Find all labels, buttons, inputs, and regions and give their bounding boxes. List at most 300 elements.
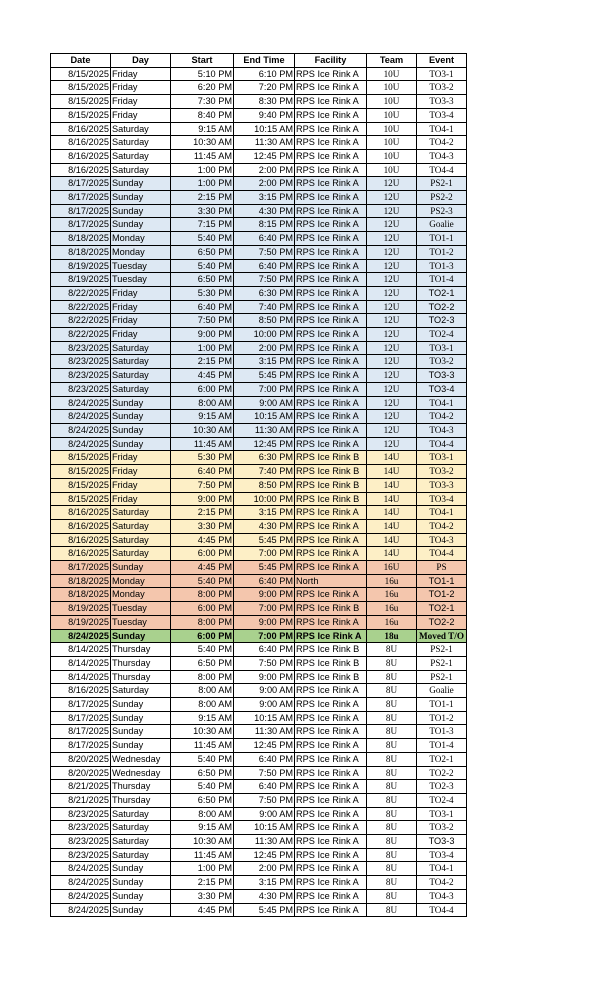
header-date: Date bbox=[51, 54, 111, 68]
cell-facility: RPS Ice Rink A bbox=[295, 876, 367, 890]
cell-end-time: 3:15 PM bbox=[234, 355, 295, 369]
cell-day: Sunday bbox=[111, 711, 171, 725]
cell-end-time: 7:50 PM bbox=[234, 793, 295, 807]
table-row bbox=[51, 300, 467, 314]
cell-day: Tuesday bbox=[111, 602, 171, 616]
table-row bbox=[51, 519, 467, 533]
cell-end-time: 6:30 PM bbox=[234, 286, 295, 300]
cell-end-time: 6:40 PM bbox=[234, 752, 295, 766]
cell-date: 8/19/2025 bbox=[51, 259, 111, 273]
cell-team: 14U bbox=[367, 478, 417, 492]
cell-start: 8:40 PM bbox=[171, 108, 234, 122]
cell-end-time: 6:10 PM bbox=[234, 67, 295, 81]
cell-date: 8/21/2025 bbox=[51, 780, 111, 794]
cell-event: TO4-2 bbox=[417, 519, 467, 533]
cell-day: Monday bbox=[111, 588, 171, 602]
cell-start: 9:15 AM bbox=[171, 410, 234, 424]
table-row bbox=[51, 766, 467, 780]
cell-date: 8/17/2025 bbox=[51, 191, 111, 205]
cell-team: 10U bbox=[367, 163, 417, 177]
cell-end-time: 3:15 PM bbox=[234, 191, 295, 205]
cell-end-time: 6:40 PM bbox=[234, 780, 295, 794]
table-row bbox=[51, 780, 467, 794]
cell-start: 5:40 PM bbox=[171, 232, 234, 246]
cell-date: 8/19/2025 bbox=[51, 615, 111, 629]
cell-day: Sunday bbox=[111, 629, 171, 643]
table-row bbox=[51, 876, 467, 890]
table-row bbox=[51, 369, 467, 383]
table-row bbox=[51, 163, 467, 177]
cell-date: 8/24/2025 bbox=[51, 396, 111, 410]
cell-team: 16u bbox=[367, 574, 417, 588]
cell-start: 4:45 PM bbox=[171, 369, 234, 383]
cell-event: TO3-4 bbox=[417, 382, 467, 396]
table-row bbox=[51, 848, 467, 862]
cell-date: 8/17/2025 bbox=[51, 218, 111, 232]
cell-event: TO3-3 bbox=[417, 478, 467, 492]
cell-team: 12U bbox=[367, 328, 417, 342]
table-row bbox=[51, 533, 467, 547]
cell-facility: RPS Ice Rink A bbox=[295, 149, 367, 163]
cell-date: 8/18/2025 bbox=[51, 574, 111, 588]
cell-start: 9:15 AM bbox=[171, 711, 234, 725]
cell-date: 8/15/2025 bbox=[51, 478, 111, 492]
cell-day: Sunday bbox=[111, 410, 171, 424]
cell-end-time: 2:00 PM bbox=[234, 862, 295, 876]
cell-event: TO3-1 bbox=[417, 341, 467, 355]
table-row bbox=[51, 273, 467, 287]
cell-start: 8:00 PM bbox=[171, 588, 234, 602]
cell-facility: RPS Ice Rink A bbox=[295, 204, 367, 218]
cell-event: TO3-1 bbox=[417, 451, 467, 465]
cell-team: 12U bbox=[367, 396, 417, 410]
cell-facility: RPS Ice Rink A bbox=[295, 533, 367, 547]
cell-date: 8/16/2025 bbox=[51, 163, 111, 177]
table-row bbox=[51, 698, 467, 712]
cell-facility: RPS Ice Rink A bbox=[295, 807, 367, 821]
table-row bbox=[51, 656, 467, 670]
cell-facility: RPS Ice Rink A bbox=[295, 684, 367, 698]
table-row bbox=[51, 396, 467, 410]
cell-facility: RPS Ice Rink A bbox=[295, 328, 367, 342]
cell-team: 14U bbox=[367, 506, 417, 520]
cell-end-time: 3:15 PM bbox=[234, 876, 295, 890]
cell-end-time: 4:30 PM bbox=[234, 889, 295, 903]
cell-event: TO2-2 bbox=[417, 615, 467, 629]
cell-start: 7:50 PM bbox=[171, 478, 234, 492]
header-row bbox=[51, 54, 467, 68]
cell-date: 8/23/2025 bbox=[51, 821, 111, 835]
cell-event: TO1-1 bbox=[417, 574, 467, 588]
cell-team: 10U bbox=[367, 122, 417, 136]
cell-event: PS2-2 bbox=[417, 191, 467, 205]
cell-team: 8U bbox=[367, 848, 417, 862]
cell-event: TO2-4 bbox=[417, 793, 467, 807]
cell-event: TO2-1 bbox=[417, 752, 467, 766]
cell-start: 9:00 PM bbox=[171, 328, 234, 342]
cell-end-time: 9:00 PM bbox=[234, 670, 295, 684]
cell-end-time: 4:30 PM bbox=[234, 204, 295, 218]
table-row bbox=[51, 95, 467, 109]
cell-date: 8/18/2025 bbox=[51, 588, 111, 602]
cell-start: 4:45 PM bbox=[171, 903, 234, 917]
cell-day: Friday bbox=[111, 81, 171, 95]
cell-day: Saturday bbox=[111, 684, 171, 698]
cell-facility: RPS Ice Rink A bbox=[295, 889, 367, 903]
cell-event: TO1-2 bbox=[417, 711, 467, 725]
cell-team: 12U bbox=[367, 369, 417, 383]
table-row bbox=[51, 232, 467, 246]
cell-event: PS2-1 bbox=[417, 656, 467, 670]
cell-facility: RPS Ice Rink B bbox=[295, 602, 367, 616]
cell-event: TO4-4 bbox=[417, 903, 467, 917]
cell-end-time: 10:00 PM bbox=[234, 492, 295, 506]
cell-facility: RPS Ice Rink A bbox=[295, 341, 367, 355]
cell-day: Wednesday bbox=[111, 752, 171, 766]
cell-facility: RPS Ice Rink A bbox=[295, 547, 367, 561]
cell-event: TO4-4 bbox=[417, 163, 467, 177]
cell-end-time: 11:30 AM bbox=[234, 725, 295, 739]
cell-facility: RPS Ice Rink A bbox=[295, 369, 367, 383]
cell-event: TO4-3 bbox=[417, 533, 467, 547]
cell-facility: RPS Ice Rink A bbox=[295, 835, 367, 849]
cell-day: Saturday bbox=[111, 163, 171, 177]
cell-end-time: 8:15 PM bbox=[234, 218, 295, 232]
cell-end-time: 6:30 PM bbox=[234, 451, 295, 465]
cell-date: 8/22/2025 bbox=[51, 286, 111, 300]
cell-team: 12U bbox=[367, 273, 417, 287]
cell-date: 8/23/2025 bbox=[51, 382, 111, 396]
cell-end-time: 7:50 PM bbox=[234, 245, 295, 259]
table-row bbox=[51, 177, 467, 191]
cell-day: Saturday bbox=[111, 547, 171, 561]
cell-date: 8/15/2025 bbox=[51, 95, 111, 109]
cell-day: Sunday bbox=[111, 725, 171, 739]
cell-start: 7:50 PM bbox=[171, 314, 234, 328]
cell-end-time: 7:00 PM bbox=[234, 602, 295, 616]
table-row bbox=[51, 739, 467, 753]
cell-event: TO2-4 bbox=[417, 328, 467, 342]
cell-team: 10U bbox=[367, 136, 417, 150]
cell-day: Friday bbox=[111, 108, 171, 122]
table-row bbox=[51, 835, 467, 849]
table-row bbox=[51, 752, 467, 766]
cell-end-time: 8:50 PM bbox=[234, 478, 295, 492]
cell-day: Sunday bbox=[111, 903, 171, 917]
cell-facility: RPS Ice Rink A bbox=[295, 903, 367, 917]
cell-day: Sunday bbox=[111, 423, 171, 437]
cell-event: PS2-1 bbox=[417, 643, 467, 657]
cell-start: 11:45 AM bbox=[171, 149, 234, 163]
cell-start: 5:40 PM bbox=[171, 780, 234, 794]
cell-event: TO4-3 bbox=[417, 149, 467, 163]
cell-start: 5:40 PM bbox=[171, 643, 234, 657]
table-row bbox=[51, 67, 467, 81]
cell-date: 8/16/2025 bbox=[51, 506, 111, 520]
cell-facility: RPS Ice Rink A bbox=[295, 739, 367, 753]
cell-team: 14U bbox=[367, 519, 417, 533]
cell-start: 2:15 PM bbox=[171, 876, 234, 890]
cell-date: 8/15/2025 bbox=[51, 451, 111, 465]
cell-date: 8/24/2025 bbox=[51, 862, 111, 876]
cell-facility: RPS Ice Rink A bbox=[295, 698, 367, 712]
cell-event: TO4-2 bbox=[417, 136, 467, 150]
header-event: Event bbox=[417, 54, 467, 68]
cell-facility: RPS Ice Rink A bbox=[295, 793, 367, 807]
table-row bbox=[51, 670, 467, 684]
cell-facility: North bbox=[295, 574, 367, 588]
cell-event: TO4-1 bbox=[417, 506, 467, 520]
cell-facility: RPS Ice Rink A bbox=[295, 821, 367, 835]
cell-facility: RPS Ice Rink A bbox=[295, 396, 367, 410]
cell-team: 12U bbox=[367, 314, 417, 328]
cell-date: 8/23/2025 bbox=[51, 807, 111, 821]
cell-event: TO1-2 bbox=[417, 245, 467, 259]
cell-event: PS2-1 bbox=[417, 670, 467, 684]
cell-day: Friday bbox=[111, 465, 171, 479]
cell-facility: RPS Ice Rink A bbox=[295, 245, 367, 259]
cell-event: PS2-3 bbox=[417, 204, 467, 218]
cell-day: Monday bbox=[111, 574, 171, 588]
cell-end-time: 10:15 AM bbox=[234, 122, 295, 136]
cell-event: PS2-1 bbox=[417, 177, 467, 191]
cell-date: 8/16/2025 bbox=[51, 519, 111, 533]
cell-date: 8/17/2025 bbox=[51, 561, 111, 575]
cell-day: Tuesday bbox=[111, 259, 171, 273]
cell-date: 8/15/2025 bbox=[51, 492, 111, 506]
cell-day: Sunday bbox=[111, 437, 171, 451]
cell-day: Saturday bbox=[111, 149, 171, 163]
cell-end-time: 8:30 PM bbox=[234, 95, 295, 109]
cell-end-time: 12:45 PM bbox=[234, 149, 295, 163]
cell-start: 7:15 PM bbox=[171, 218, 234, 232]
cell-facility: RPS Ice Rink B bbox=[295, 492, 367, 506]
cell-facility: RPS Ice Rink A bbox=[295, 437, 367, 451]
cell-start: 9:15 AM bbox=[171, 122, 234, 136]
cell-event: TO1-1 bbox=[417, 698, 467, 712]
cell-start: 10:30 AM bbox=[171, 136, 234, 150]
cell-day: Saturday bbox=[111, 382, 171, 396]
cell-day: Thursday bbox=[111, 780, 171, 794]
cell-facility: RPS Ice Rink B bbox=[295, 478, 367, 492]
cell-day: Friday bbox=[111, 286, 171, 300]
cell-day: Sunday bbox=[111, 698, 171, 712]
cell-start: 11:45 AM bbox=[171, 739, 234, 753]
cell-date: 8/17/2025 bbox=[51, 177, 111, 191]
cell-team: 10U bbox=[367, 67, 417, 81]
cell-event: Goalie bbox=[417, 684, 467, 698]
cell-end-time: 7:20 PM bbox=[234, 81, 295, 95]
cell-day: Saturday bbox=[111, 369, 171, 383]
cell-facility: RPS Ice Rink B bbox=[295, 465, 367, 479]
header-day: Day bbox=[111, 54, 171, 68]
cell-start: 9:00 PM bbox=[171, 492, 234, 506]
cell-start: 4:45 PM bbox=[171, 533, 234, 547]
cell-facility: RPS Ice Rink A bbox=[295, 629, 367, 643]
cell-facility: RPS Ice Rink A bbox=[295, 711, 367, 725]
cell-team: 16u bbox=[367, 615, 417, 629]
cell-event: TO3-3 bbox=[417, 835, 467, 849]
cell-facility: RPS Ice Rink A bbox=[295, 766, 367, 780]
cell-day: Tuesday bbox=[111, 615, 171, 629]
cell-date: 8/23/2025 bbox=[51, 355, 111, 369]
cell-end-time: 9:00 AM bbox=[234, 396, 295, 410]
cell-day: Sunday bbox=[111, 204, 171, 218]
cell-start: 10:30 AM bbox=[171, 423, 234, 437]
table-row bbox=[51, 492, 467, 506]
cell-day: Sunday bbox=[111, 561, 171, 575]
cell-date: 8/23/2025 bbox=[51, 369, 111, 383]
table-row bbox=[51, 410, 467, 424]
cell-team: 8U bbox=[367, 876, 417, 890]
cell-facility: RPS Ice Rink B bbox=[295, 451, 367, 465]
table-row bbox=[51, 547, 467, 561]
cell-end-time: 7:40 PM bbox=[234, 300, 295, 314]
cell-end-time: 9:00 PM bbox=[234, 588, 295, 602]
cell-team: 8U bbox=[367, 739, 417, 753]
cell-start: 9:15 AM bbox=[171, 821, 234, 835]
cell-facility: RPS Ice Rink A bbox=[295, 506, 367, 520]
table-row bbox=[51, 478, 467, 492]
cell-day: Saturday bbox=[111, 835, 171, 849]
cell-end-time: 6:40 PM bbox=[234, 259, 295, 273]
table-row bbox=[51, 889, 467, 903]
cell-date: 8/23/2025 bbox=[51, 835, 111, 849]
cell-event: TO1-4 bbox=[417, 273, 467, 287]
cell-team: 12U bbox=[367, 423, 417, 437]
cell-start: 6:50 PM bbox=[171, 793, 234, 807]
table-row bbox=[51, 423, 467, 437]
cell-facility: RPS Ice Rink A bbox=[295, 615, 367, 629]
cell-day: Sunday bbox=[111, 191, 171, 205]
cell-date: 8/24/2025 bbox=[51, 876, 111, 890]
header-facility: Facility bbox=[295, 54, 367, 68]
cell-facility: RPS Ice Rink A bbox=[295, 95, 367, 109]
table-row bbox=[51, 807, 467, 821]
cell-team: 14U bbox=[367, 492, 417, 506]
cell-facility: RPS Ice Rink A bbox=[295, 300, 367, 314]
cell-day: Saturday bbox=[111, 821, 171, 835]
cell-team: 8U bbox=[367, 711, 417, 725]
cell-date: 8/19/2025 bbox=[51, 273, 111, 287]
cell-end-time: 8:50 PM bbox=[234, 314, 295, 328]
cell-day: Saturday bbox=[111, 355, 171, 369]
cell-start: 2:15 PM bbox=[171, 506, 234, 520]
cell-day: Friday bbox=[111, 95, 171, 109]
cell-day: Sunday bbox=[111, 739, 171, 753]
cell-facility: RPS Ice Rink A bbox=[295, 410, 367, 424]
cell-team: 18u bbox=[367, 629, 417, 643]
cell-team: 8U bbox=[367, 656, 417, 670]
header-end-time: End Time bbox=[234, 54, 295, 68]
cell-start: 6:00 PM bbox=[171, 547, 234, 561]
cell-date: 8/23/2025 bbox=[51, 848, 111, 862]
cell-team: 12U bbox=[367, 341, 417, 355]
cell-day: Thursday bbox=[111, 793, 171, 807]
table-row bbox=[51, 862, 467, 876]
cell-day: Friday bbox=[111, 300, 171, 314]
table-row bbox=[51, 136, 467, 150]
cell-start: 8:00 PM bbox=[171, 670, 234, 684]
cell-start: 8:00 AM bbox=[171, 396, 234, 410]
cell-team: 12U bbox=[367, 300, 417, 314]
cell-start: 6:40 PM bbox=[171, 300, 234, 314]
cell-date: 8/22/2025 bbox=[51, 328, 111, 342]
cell-date: 8/17/2025 bbox=[51, 204, 111, 218]
cell-start: 8:00 AM bbox=[171, 684, 234, 698]
cell-day: Wednesday bbox=[111, 766, 171, 780]
cell-end-time: 5:45 PM bbox=[234, 903, 295, 917]
cell-event: TO3-4 bbox=[417, 108, 467, 122]
cell-day: Tuesday bbox=[111, 273, 171, 287]
cell-team: 12U bbox=[367, 382, 417, 396]
cell-event: TO2-2 bbox=[417, 766, 467, 780]
cell-facility: RPS Ice Rink A bbox=[295, 81, 367, 95]
cell-start: 5:40 PM bbox=[171, 574, 234, 588]
cell-date: 8/16/2025 bbox=[51, 547, 111, 561]
cell-event: TO1-1 bbox=[417, 232, 467, 246]
cell-event: TO2-1 bbox=[417, 286, 467, 300]
table-row bbox=[51, 382, 467, 396]
table-row bbox=[51, 218, 467, 232]
cell-date: 8/22/2025 bbox=[51, 314, 111, 328]
cell-end-time: 12:45 PM bbox=[234, 848, 295, 862]
cell-event: TO4-1 bbox=[417, 862, 467, 876]
cell-event: TO3-2 bbox=[417, 465, 467, 479]
cell-event: TO3-2 bbox=[417, 81, 467, 95]
cell-start: 5:40 PM bbox=[171, 259, 234, 273]
cell-facility: RPS Ice Rink A bbox=[295, 177, 367, 191]
header-start: Start bbox=[171, 54, 234, 68]
cell-team: 8U bbox=[367, 835, 417, 849]
cell-facility: RPS Ice Rink A bbox=[295, 848, 367, 862]
cell-start: 6:50 PM bbox=[171, 245, 234, 259]
cell-end-time: 9:00 PM bbox=[234, 615, 295, 629]
cell-team: 12U bbox=[367, 177, 417, 191]
cell-day: Friday bbox=[111, 451, 171, 465]
cell-team: 12U bbox=[367, 355, 417, 369]
cell-day: Thursday bbox=[111, 656, 171, 670]
table-row bbox=[51, 574, 467, 588]
cell-event: TO4-4 bbox=[417, 437, 467, 451]
cell-date: 8/24/2025 bbox=[51, 423, 111, 437]
cell-end-time: 2:00 PM bbox=[234, 163, 295, 177]
cell-date: 8/16/2025 bbox=[51, 122, 111, 136]
cell-start: 8:00 AM bbox=[171, 807, 234, 821]
cell-team: 8U bbox=[367, 684, 417, 698]
cell-start: 7:30 PM bbox=[171, 95, 234, 109]
cell-event: TO2-3 bbox=[417, 780, 467, 794]
table-row bbox=[51, 341, 467, 355]
cell-start: 3:30 PM bbox=[171, 519, 234, 533]
cell-date: 8/17/2025 bbox=[51, 698, 111, 712]
cell-team: 12U bbox=[367, 232, 417, 246]
cell-day: Sunday bbox=[111, 218, 171, 232]
cell-team: 12U bbox=[367, 204, 417, 218]
cell-date: 8/21/2025 bbox=[51, 793, 111, 807]
table-row bbox=[51, 245, 467, 259]
cell-event: TO2-1 bbox=[417, 602, 467, 616]
cell-start: 6:00 PM bbox=[171, 629, 234, 643]
cell-end-time: 7:00 PM bbox=[234, 382, 295, 396]
cell-start: 6:00 PM bbox=[171, 602, 234, 616]
cell-facility: RPS Ice Rink A bbox=[295, 191, 367, 205]
cell-end-time: 10:00 PM bbox=[234, 328, 295, 342]
table-row bbox=[51, 561, 467, 575]
table-row bbox=[51, 191, 467, 205]
cell-end-time: 3:15 PM bbox=[234, 506, 295, 520]
cell-date: 8/17/2025 bbox=[51, 725, 111, 739]
